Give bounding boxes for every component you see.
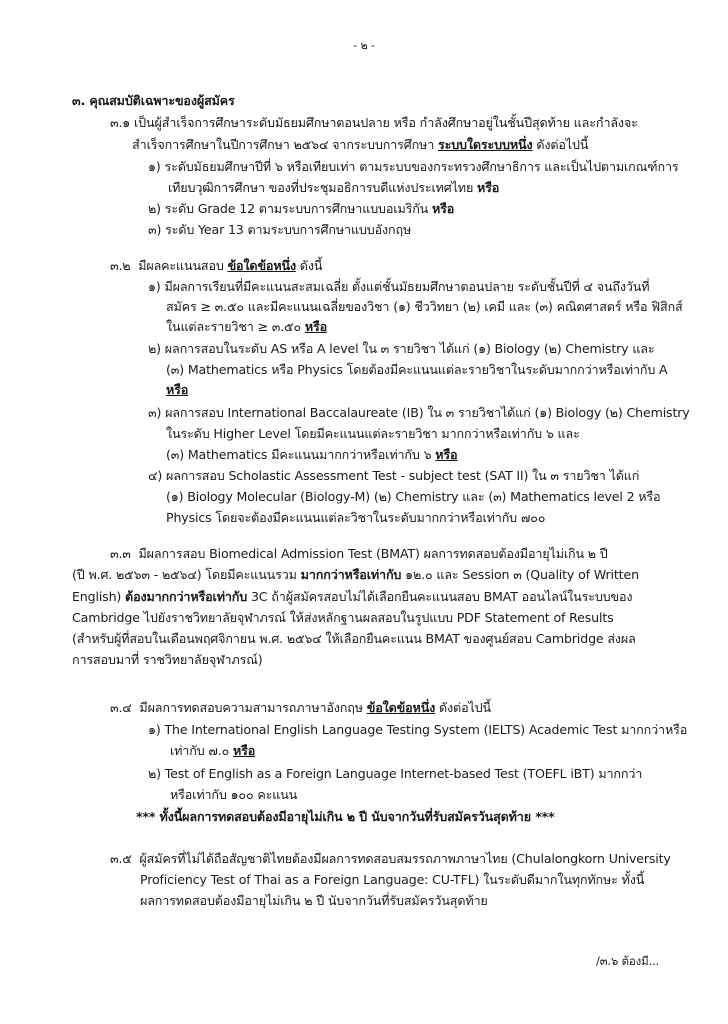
page-number: - ๒ -: [353, 39, 375, 52]
list-item-continuation: Physics โดยจะต้องมีคะแนนแต่ละวิชาในระดับมากกว่าหรือเท่ากับ ๗๐๐: [166, 510, 546, 525]
list-item-continuation: (๓) Mathematics มีคะแนนมากกว่าหรือเท่ากับ ๖ หรือ: [166, 447, 458, 462]
list-item-continuation: ในแต่ละรายวิชา ≥ ๓.๕๐ หรือ: [166, 319, 328, 334]
list-item: ๔) ผลการสอบ Scholastic Assessment Test - subject test (SAT II) ใน ๓ รายวิชา ได้แก่: [148, 468, 640, 483]
important-note: *** ทั้งนี้ผลการทดสอบต้องมีอายุไม่เกิน ๒ ปี นับจากวันที่รับสมัครวันสุดท้าย ***: [136, 809, 555, 824]
clause-number: ๓.๓ มีผลการสอบ Biomedical Admission Test (BMAT) ผลการทดสอบต้องมีอายุไม่เกิน ๒ ปี: [110, 546, 608, 561]
list-item: ๓) ผลการสอบ International Baccalaureate (IB) ใน ๓ รายวิชาได้แก่ (๑) Biology (๒) Chemistry: [148, 405, 690, 420]
clause-number: ๓.๕ ผู้สมัครที่ไม่ได้ถือสัญชาติไทยต้องมีผลการทดสอบสมรรถภาพภาษาไทย (Chulalongkorn University: [110, 851, 671, 866]
clause-number: ๓.๔ มีผลการทดสอบความสามารถภาษาอังกฤษ ข้อใดข้อหนึ่ง ดังต่อไปนี้: [110, 700, 491, 715]
clause-number: ๓.๒ มีผลคะแนนสอบ ข้อใดข้อหนึ่ง ดังนี้: [110, 258, 323, 273]
list-item: ๒) ผลการสอบในระดับ AS หรือ A level ใน ๓ รายวิชา ได้แก่ (๑) Biology (๒) Chemistry และ: [148, 341, 655, 356]
clause-text-line: ผลการทดสอบต้องมีอายุไม่เกิน ๒ ปี นับจากวันที่รับสมัครวันสุดท้าย: [140, 893, 488, 908]
continuation-marker: /๓.๖ ต้องมี...: [596, 954, 660, 968]
list-item-continuation: ในระดับ Higher Level โดยมีคะแนนแต่ละรายวิชา มากกว่าหรือเท่ากับ ๖ และ: [166, 426, 580, 441]
clause-text-line: (ปี พ.ศ. ๒๕๖๓ - ๒๕๖๔) โดยมีคะแนนรวม มากกว่าหรือเท่ากับ ๑๒.๐ และ Session ๓ (Quality of Written: [72, 567, 639, 582]
clause-text-line: Cambridge ไปยังราชวิทยาลัยจุฬาภรณ์ ให้ส่งหลักฐานผลสอบในรูปแบบ PDF Statement of Results: [72, 610, 614, 625]
list-item: ๓) ระดับ Year 13 ตามระบบการศึกษาแบบอังกฤษ: [148, 222, 412, 237]
section-heading: ๓. คุณสมบัติเฉพาะของผู้สมัคร: [72, 93, 235, 108]
clause-text-line: การสอบมาที่ ราชวิทยาลัยจุฬาภรณ์): [72, 652, 263, 667]
list-item: ๑) มีผลการเรียนที่มีคะแนนสะสมเฉลี่ย ตั้งแต่ชั้นมัธยมศึกษาตอนปลาย ระดับชั้นปีที่ ๔ จนถึงวันที่: [148, 279, 650, 294]
list-item: ๑) The International English Language Testing System (IELTS) Academic Test มากกว่าหรือ: [148, 722, 688, 737]
list-item: ๒) Test of English as a Foreign Language Internet-based Test (TOEFL iBT) มากกว่า: [148, 766, 643, 781]
clause-text-line: สำเร็จการศึกษาในปีการศึกษา ๒๕๖๔ จากระบบการศึกษา ระบบใดระบบหนึ่ง ดังต่อไปนี้: [132, 137, 589, 152]
list-item: ๒) ระดับ Grade 12 ตามระบบการศึกษาแบบอเมริกัน หรือ: [148, 201, 455, 216]
list-item-continuation: เทียบวุฒิการศึกษา ของที่ประชุมอธิการบดีแห่งประเทศไทย หรือ: [168, 180, 500, 195]
clause-text-line: Proficiency Test of Thai as a Foreign Language: CU-TFL) ในระดับดีมากในทุกทักษะ ทั้งนี้: [140, 872, 645, 887]
list-item-continuation: (๓) Mathematics หรือ Physics โดยต้องมีคะแนนแต่ละรายวิชาในระดับมากกว่าหรือเท่ากับ A: [166, 362, 668, 377]
list-item-continuation: เท่ากับ ๗.๐ หรือ: [170, 743, 256, 758]
clause-text-line: (สำหรับผู้ที่สอบในเดือนพฤศจิกายน พ.ศ. ๒๕๖๔ ให้เลือกยืนคะแนน BMAT ของศูนย์สอบ Cambridge ส่งผล: [72, 631, 636, 646]
clause-number: ๓.๑ เป็นผู้สำเร็จการศึกษาระดับมัธยมศึกษาตอนปลาย หรือ กำลังศึกษาอยู่ในชั้นปีสุดท้าย และกำลังจะ: [110, 115, 638, 130]
clause-text-line: English) ต้องมากกว่าหรือเท่ากับ 3C ถ้าผู้สมัครสอบไม่ได้เลือกยืนคะแนนสอบ BMAT ออนไลน์ในระบบของ: [72, 589, 633, 604]
list-item-continuation: (๑) Biology Molecular (Biology-M) (๒) Chemistry และ (๓) Mathematics level 2 หรือ: [166, 489, 661, 504]
list-item-continuation: หรือ: [166, 382, 189, 397]
list-item-continuation: สมัคร ≥ ๓.๕๐ และมีคะแนนเฉลี่ยของวิชา (๑) ชีววิทยา (๒) เคมี และ (๓) คณิตศาสตร์ หรือ ฟิสิกส์: [166, 299, 683, 314]
list-item-continuation: หรือเท่ากับ ๑๐๐ คะแนน: [170, 787, 298, 802]
list-item: ๑) ระดับมัธยมศึกษาปีที่ ๖ หรือเทียบเท่า ตามระบบของกระทรวงศึกษาธิการ และเป็นไปตามเกณฑ์การ: [148, 159, 679, 174]
